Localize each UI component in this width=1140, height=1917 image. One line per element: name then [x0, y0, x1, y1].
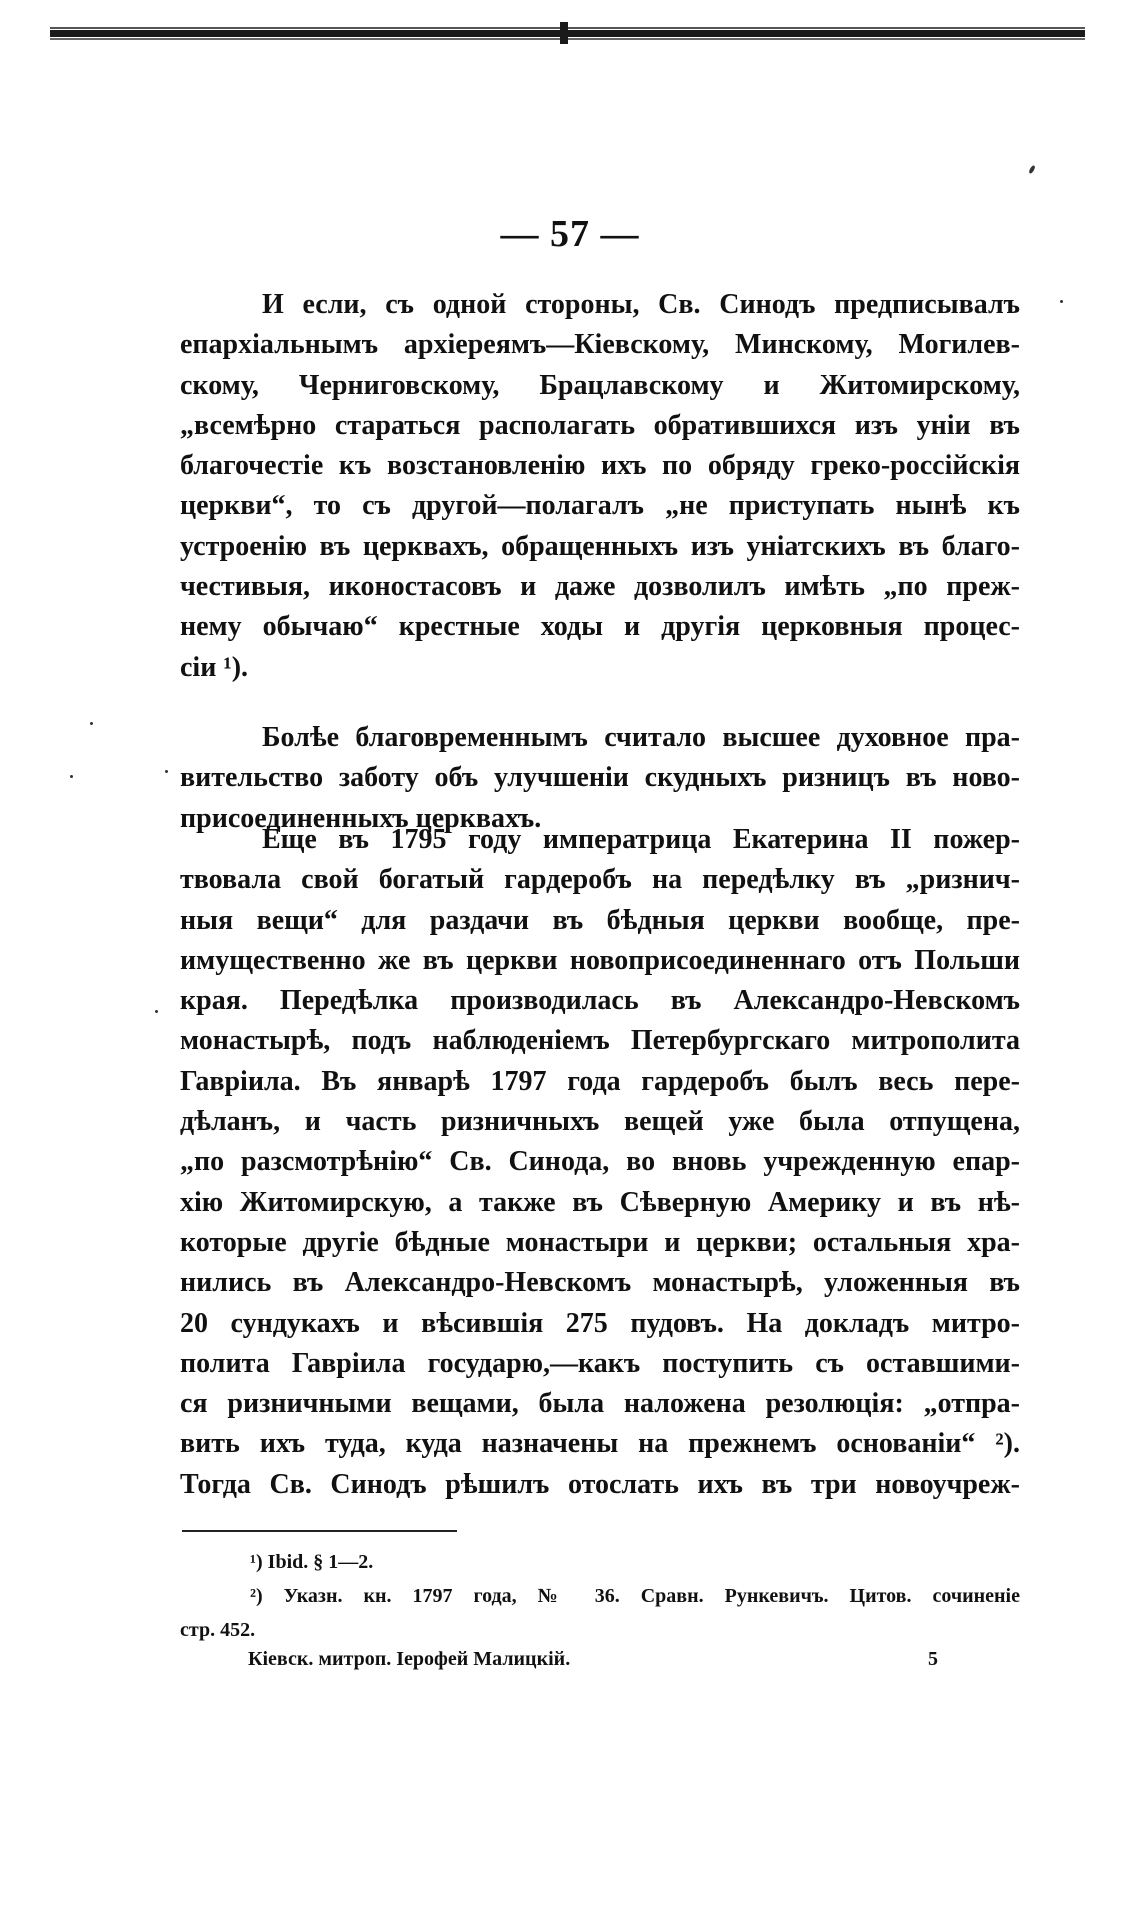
scan-speck: [90, 722, 93, 725]
scan-speck: [1060, 300, 1063, 303]
text-line: Тогда Св. Синодъ рѣшилъ отослать ихъ въ три новоучреж-: [180, 1468, 1020, 1500]
page-number: — 57 —: [500, 213, 640, 255]
text-line: „всемѣрно стараться располагать обратившихся изъ уніи въ: [180, 409, 1020, 441]
text-line: 20 сундукахъ и вѣсившія 275 пудовъ. На докладъ митро-: [180, 1307, 1020, 1339]
text-line: устроенію въ церквахъ, обращенныхъ изъ уніатскихъ въ благо-: [180, 530, 1020, 562]
text-line: хію Житомирскую, а также въ Сѣверную Америку и въ нѣ-: [180, 1186, 1020, 1218]
text-line: ныя вещи“ для раздачи въ бѣдныя церкви вообще, пре-: [180, 904, 1020, 936]
text-line: ся ризничными вещами, была наложена резолюція: „отпра-: [180, 1388, 1020, 1420]
scan-speck: [165, 770, 168, 773]
text-line: дѣланъ, и часть ризничныхъ вещей уже была отпущена,: [180, 1106, 1020, 1138]
text-line: честивыя, иконостасовъ и даже дозволилъ имѣть „по преж-: [180, 571, 1020, 603]
text-line: которые другіе бѣдные монастыри и церкви; остальныя хра-: [180, 1226, 1020, 1258]
printer-signature-line: [248, 1648, 938, 1671]
footnotes: [180, 1545, 1020, 1647]
text-line: полита Гавріила государю,—какъ поступить съ оставшими-: [180, 1347, 1020, 1379]
text-line: епархіальнымъ архіереямъ—Кіевскому, Минскому, Могилев-: [180, 329, 1020, 361]
text-line: имущественно же въ церкви новоприсоединеннаго отъ Польши: [180, 944, 1020, 976]
footnote-divider: [182, 1530, 457, 1532]
text-line: Еще въ 1795 году императрица Екатерина II пожер-: [262, 824, 1020, 855]
paragraph-1: [180, 285, 1020, 688]
text-line: края. Передѣлка производилась въ Александро-Невскомъ: [180, 985, 1020, 1017]
text-line: присоединенныхъ церквахъ.: [180, 802, 542, 834]
sheet-mark: 5: [928, 1648, 938, 1670]
text-line: нему обычаю“ крестные ходы и другія церковныя процес-: [180, 611, 1020, 643]
text-line: вить ихъ туда, куда назначены на прежнемъ основаніи“ ²).: [180, 1428, 1020, 1460]
footnote-2-continuation: стр. 452.: [180, 1619, 256, 1641]
text-line: нились въ Александро-Невскомъ монастырѣ, уложенныя въ: [180, 1267, 1020, 1299]
text-line: монастырѣ, подъ наблюденіемъ Петербургскаго митрополита: [180, 1025, 1020, 1057]
text-line: скому, Черниговскому, Брацлавскому и Житомирскому,: [180, 369, 1020, 401]
scan-speck: [155, 1010, 158, 1013]
top-decorative-rule: [50, 22, 1085, 44]
text-line: „по разсмотрѣнію“ Св. Синода, во вновь учрежденную епар-: [180, 1146, 1020, 1178]
footnote-1: ¹) Ibid. § 1—2.: [250, 1551, 374, 1573]
text-line: благочестіе къ возстановленію ихъ по обряду греко-россійскія: [180, 450, 1020, 482]
text-line: И если, съ одной стороны, Св. Синодъ предписывалъ: [262, 289, 1020, 320]
paragraph-3: [180, 820, 1020, 1505]
text-line: Болѣе благовременнымъ считало высшее духовное пра-: [262, 722, 1020, 753]
footnote-2: ²) Указн. кн. 1797 года, № 36. Сравн. Рункевичъ. Цитов. сочиненіе: [250, 1585, 1020, 1607]
text-line: Гавріила. Въ январѣ 1797 года гардеробъ былъ весь пере-: [180, 1065, 1020, 1097]
scan-speck: [1028, 165, 1036, 175]
scan-speck: [70, 775, 73, 778]
text-line: твовала свой богатый гардеробъ на передѣлку въ „ризнич-: [180, 864, 1020, 896]
text-line: вительство заботу объ улучшеніи скудныхъ ризницъ въ ново-: [180, 762, 1020, 794]
text-line: церкви“, то съ другой—полагалъ „не приступать нынѣ къ: [180, 490, 1020, 522]
signature-title: Кіевск. митроп. Іерофей Малицкій.: [248, 1648, 571, 1670]
text-line: сіи ¹).: [180, 651, 249, 683]
